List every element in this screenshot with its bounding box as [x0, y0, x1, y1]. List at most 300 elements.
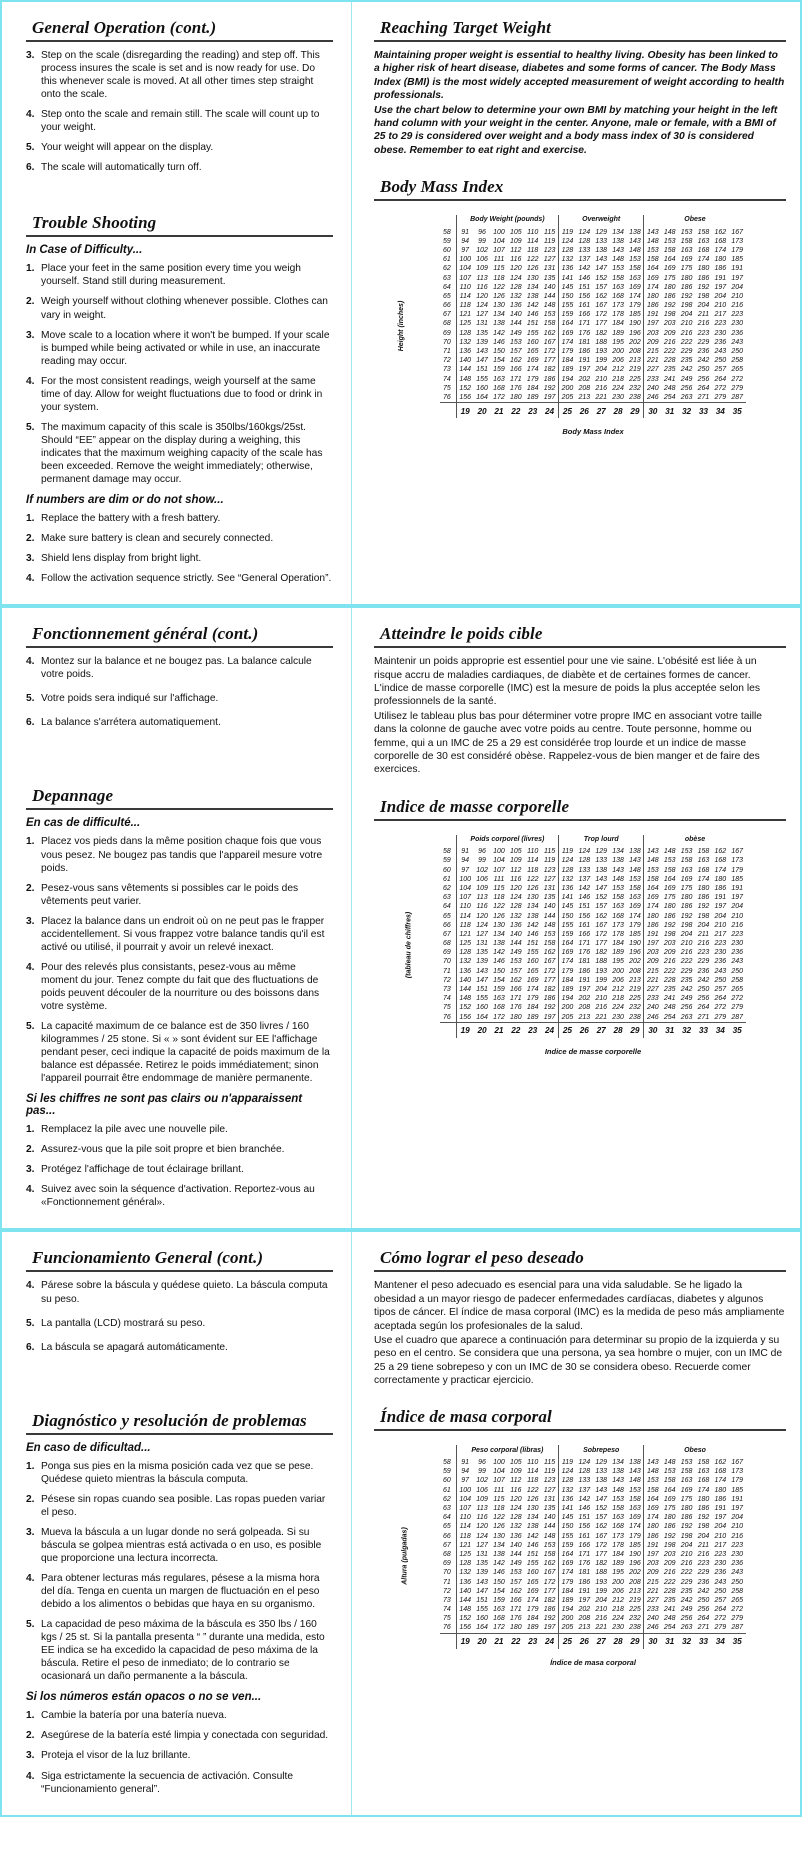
bmi-weight-cell: 180 — [663, 1514, 676, 1522]
bmi-weight-cell: 176 — [509, 384, 522, 392]
bmi-weight-cell: 180 — [714, 1486, 727, 1494]
bmi-height-cell: 58 — [442, 1459, 451, 1467]
bmi-weight-cell: 99 — [478, 1468, 486, 1476]
bmi-weight-cell: 198 — [680, 302, 693, 310]
bmi-weight-cell: 197 — [543, 1013, 556, 1021]
bmi-weight-cell: 136 — [509, 921, 522, 929]
section-heading-general-operation-wrap — [26, 1248, 333, 1272]
bmi-weight-cell: 212 — [612, 1596, 624, 1604]
list-item — [26, 1526, 333, 1565]
subheading-dim-numbers: Si los números están opacos o no se ven... — [26, 1691, 262, 1704]
bmi-weight-cell: 161 — [578, 302, 591, 310]
bmi-weight-cell: 189 — [526, 393, 539, 401]
list-item — [26, 1163, 333, 1176]
bmi-weight-cell: 173 — [612, 1532, 624, 1540]
bmi-weight-cell: 229 — [697, 338, 710, 346]
bmi-caption: Body Mass Index — [562, 427, 624, 437]
bmi-weight-cell: 125 — [456, 319, 473, 328]
bmi-index-cell: 25 — [559, 1022, 576, 1038]
section-heading-troubleshooting-wrap — [26, 1411, 333, 1435]
list-item — [26, 329, 333, 368]
section-heading-general-operation-wrap — [26, 624, 333, 648]
bmi-weight-cell: 115 — [543, 228, 556, 236]
bmi-weight-cell: 118 — [493, 894, 505, 902]
bmi-weight-cell: 236 — [731, 329, 744, 337]
bmi-weight-cell: 123 — [543, 246, 556, 254]
bmi-height-cell: 75 — [442, 1004, 451, 1012]
bmi-weight-cell: 138 — [493, 1550, 505, 1558]
bmi-height-cell: 73 — [442, 1596, 451, 1604]
step-number: 2. — [26, 533, 35, 545]
bmi-weight-cell: 154 — [493, 357, 505, 365]
bmi-weight-cell: 279 — [714, 1624, 727, 1632]
bmi-weight-cell: 169 — [644, 273, 661, 282]
bmi-weight-cell: 211 — [697, 311, 710, 319]
bmi-weight-cell: 186 — [714, 1495, 727, 1503]
bmi-weight-cell: 174 — [697, 256, 710, 264]
bmi-weight-cell: 161 — [578, 1532, 591, 1540]
bmi-weight-cell: 204 — [697, 921, 710, 929]
bmi-weight-cell: 134 — [493, 311, 505, 319]
bmi-weight-cell: 164 — [559, 1550, 576, 1559]
bmi-weight-cell: 204 — [731, 903, 744, 911]
section-heading-target-weight: Reaching Target Weight — [380, 18, 551, 37]
bmi-weight-cell: 153 — [644, 1476, 661, 1485]
bmi-weight-cell: 179 — [731, 866, 744, 874]
table-row — [440, 246, 745, 255]
bmi-height-cell: 72 — [442, 976, 451, 984]
bmi-weight-cell: 125 — [456, 939, 473, 948]
list-item — [26, 49, 333, 101]
bmi-weight-cell: 216 — [663, 338, 676, 346]
bmi-weight-cell: 137 — [578, 256, 591, 264]
bmi-weight-cell: 185 — [629, 1541, 641, 1549]
bmi-weight-cell: 138 — [595, 866, 608, 874]
bmi-height-cell: 74 — [442, 375, 451, 383]
bmi-weight-cell: 242 — [680, 366, 693, 374]
bmi-weight-cell: 143 — [612, 246, 624, 254]
bmi-weight-cell: 155 — [559, 301, 576, 310]
bmi-weight-cell: 235 — [680, 976, 693, 984]
step-text: Your weight will appear on the display. — [41, 142, 214, 154]
heading-rule — [374, 40, 786, 42]
bmi-weight-cell: 174 — [714, 1477, 727, 1485]
step-text: La capacité maximum de ce balance est de 350 livres / 160 kilogrammes / 25 stone. Si « » sont évident sur EE l'affichage pendant peser, ceci indique la capacité de poids maximum de la balance est dépassée. Retirez le poids immédiatement; sinon l'appareil pourrait être endommage de manière permanente. — [41, 1021, 330, 1085]
bmi-weight-cell: 126 — [493, 292, 505, 300]
bmi-weight-cell: 94 — [456, 856, 473, 865]
bmi-weight-cell: 174 — [526, 366, 539, 374]
bmi-weight-cell: 192 — [543, 1004, 556, 1012]
bmi-weight-cell: 153 — [543, 311, 556, 319]
bmi-weight-cell: 111 — [493, 256, 505, 264]
bmi-weight-cell: 116 — [510, 256, 522, 264]
bmi-weight-cell: 287 — [731, 1624, 744, 1632]
bmi-weight-cell: 221 — [644, 976, 661, 985]
bmi-weight-cell: 121 — [456, 930, 473, 939]
bmi-weight-cell: 163 — [493, 995, 505, 1003]
bmi-weight-cell: 265 — [731, 986, 744, 994]
bmi-weight-cell: 160 — [526, 338, 539, 346]
bmi-weight-cell: 205 — [559, 1013, 576, 1023]
bmi-weight-cell: 105 — [509, 848, 522, 856]
list-item — [26, 1020, 333, 1085]
bmi-weight-cell: 208 — [629, 967, 641, 975]
bmi-weight-cell: 148 — [543, 921, 556, 929]
bmi-weight-cell: 173 — [731, 1468, 744, 1476]
bmi-weight-cell: 205 — [559, 1623, 576, 1633]
bmi-weight-cell: 202 — [629, 1569, 641, 1577]
bmi-weight-cell: 106 — [476, 256, 488, 264]
bmi-weight-cell: 192 — [680, 912, 693, 920]
bmi-index-cell: 29 — [630, 1025, 640, 1036]
bmi-weight-cell: 202 — [578, 995, 591, 1003]
bmi-weight-cell: 216 — [697, 940, 710, 948]
list-item — [26, 532, 333, 545]
bmi-weight-cell: 155 — [476, 995, 488, 1003]
bmi-weight-cell: 279 — [731, 384, 744, 392]
bmi-weight-cell: 124 — [509, 1505, 522, 1513]
bmi-weight-cell: 232 — [629, 1004, 641, 1012]
bmi-weight-cell: 134 — [493, 1541, 505, 1549]
bmi-weight-cell: 168 — [697, 1477, 710, 1485]
bmi-weight-cell: 192 — [680, 292, 693, 300]
bmi-weight-cell: 153 — [629, 256, 641, 264]
table-row — [440, 237, 745, 246]
bmi-weight-cell: 134 — [612, 1459, 624, 1467]
table-row — [440, 1614, 745, 1623]
bmi-weight-cell: 138 — [629, 1459, 641, 1467]
bmi-weight-cell: 206 — [612, 357, 624, 365]
table-row — [440, 856, 745, 865]
bmi-weight-cell: 192 — [543, 1615, 556, 1623]
bmi-index-cell: 35 — [732, 405, 742, 416]
bmi-weight-cell: 257 — [714, 366, 727, 374]
bmi-weight-cell: 122 — [493, 283, 505, 291]
bmi-weight-cell: 256 — [680, 1004, 693, 1012]
bmi-weight-cell: 175 — [663, 894, 676, 902]
bmi-weight-cell: 221 — [595, 1013, 608, 1021]
bmi-weight-cell: 148 — [612, 256, 624, 264]
step-text: Shield lens display from bright light. — [41, 553, 202, 565]
bmi-weight-cell: 158 — [612, 894, 624, 902]
step-list — [26, 49, 333, 174]
subheading-dim-numbers: Si les chiffres ne sont pas clairs ou n'apparaissent pas... — [26, 1093, 303, 1118]
bmi-weight-cell: 151 — [526, 320, 539, 328]
bmi-weight-cell: 197 — [644, 319, 661, 328]
bmi-height-cell: 62 — [442, 265, 451, 273]
bmi-weight-cell: 227 — [644, 985, 661, 994]
bmi-height-cell: 63 — [442, 894, 451, 902]
bmi-weight-cell: 162 — [543, 949, 556, 957]
subheading-dim-numbers: If numbers are dim or do not show... — [26, 494, 224, 507]
table-row — [440, 365, 745, 374]
bmi-weight-cell: 180 — [644, 292, 661, 301]
bmi-height-cell: 61 — [442, 256, 451, 264]
bmi-weight-cell: 158 — [680, 1468, 693, 1476]
bmi-index-cell: 20 — [477, 405, 487, 416]
heading-rule — [26, 1270, 333, 1272]
bmi-height-cell: 62 — [442, 884, 451, 892]
bmi-weight-cell: 194 — [559, 994, 576, 1003]
bmi-weight-cell: 182 — [595, 1560, 608, 1568]
bmi-weight-cell: 180 — [644, 1522, 661, 1531]
bmi-weight-cell: 250 — [714, 1587, 727, 1595]
bmi-weight-cell: 186 — [644, 1531, 661, 1540]
bmi-weight-cell: 184 — [612, 1550, 624, 1558]
bmi-weight-cell: 120 — [476, 292, 488, 300]
bmi-index-cell: 27 — [596, 1636, 606, 1647]
bmi-weight-cell: 148 — [644, 1467, 661, 1476]
bmi-height-cell: 73 — [442, 366, 451, 374]
bmi-weight-cell: 135 — [543, 1505, 556, 1513]
bmi-weight-cell: 143 — [476, 348, 488, 356]
bmi-weight-cell: 191 — [714, 1505, 727, 1513]
bmi-weight-cell: 122 — [493, 903, 505, 911]
bmi-weight-cell: 138 — [595, 246, 608, 254]
table-row — [440, 1568, 745, 1577]
bmi-weight-cell: 279 — [714, 393, 727, 401]
bmi-weight-cell: 129 — [595, 1459, 608, 1467]
table-row — [440, 347, 745, 356]
step-number: 2. — [26, 1730, 35, 1742]
bmi-weight-cell: 180 — [680, 1505, 693, 1513]
list-item — [26, 295, 333, 321]
bmi-height-cell: 60 — [442, 1477, 451, 1485]
bmi-weight-cell: 164 — [476, 393, 488, 401]
bmi-height-cell: 67 — [442, 311, 451, 319]
bmi-weight-cell: 222 — [663, 1578, 676, 1586]
bmi-weight-cell: 169 — [644, 893, 661, 902]
bmi-weight-cell: 155 — [559, 1531, 576, 1540]
bmi-weight-cell: 272 — [714, 1004, 727, 1012]
bmi-weight-cell: 137 — [578, 1486, 591, 1494]
bmi-weight-cell: 272 — [731, 995, 744, 1003]
bmi-weight-cell: 144 — [456, 1596, 473, 1605]
bmi-group-header-row — [440, 215, 745, 226]
bmi-weight-cell: 96 — [478, 1459, 486, 1467]
bmi-weight-cell: 229 — [680, 1578, 693, 1586]
bmi-weight-cell: 216 — [731, 921, 744, 929]
bmi-height-cell: 69 — [442, 329, 451, 337]
bmi-weight-cell: 180 — [680, 274, 693, 282]
bmi-weight-cell: 190 — [629, 320, 641, 328]
list-item — [26, 141, 333, 154]
bmi-index-cell: 27 — [596, 1025, 606, 1036]
bmi-weight-cell: 235 — [663, 366, 676, 374]
bmi-weight-cell: 169 — [644, 1504, 661, 1513]
bmi-weight-cell: 186 — [663, 292, 676, 300]
bmi-weight-cell: 167 — [595, 921, 608, 929]
bmi-weight-cell: 186 — [578, 348, 591, 356]
bmi-weight-cell: 172 — [595, 311, 608, 319]
list-item — [26, 1572, 333, 1611]
bmi-weight-cell: 131 — [476, 940, 488, 948]
bmi-weight-cell: 243 — [714, 967, 727, 975]
bmi-weight-cell: 102 — [476, 1477, 488, 1485]
bmi-weight-cell: 124 — [476, 302, 488, 310]
bmi-height-cell: 74 — [442, 1606, 451, 1614]
bmi-weight-cell: 179 — [526, 375, 539, 383]
bmi-weight-cell: 138 — [526, 1523, 539, 1531]
bmi-weight-cell: 151 — [476, 366, 488, 374]
bmi-weight-cell: 104 — [456, 884, 473, 893]
heading-rule — [26, 40, 333, 42]
bmi-weight-cell: 169 — [559, 948, 576, 957]
bmi-weight-cell: 223 — [714, 1550, 727, 1558]
bmi-weight-cell: 110 — [456, 283, 473, 292]
bmi-weight-cell: 216 — [595, 384, 608, 392]
bmi-weight-cell: 157 — [509, 348, 522, 356]
bmi-weight-cell: 167 — [595, 302, 608, 310]
bmi-weight-cell: 177 — [595, 1550, 608, 1558]
bmi-weight-cell: 193 — [595, 967, 608, 975]
bmi-weight-cell: 164 — [644, 264, 661, 273]
bmi-weight-cell: 118 — [527, 866, 539, 874]
bmi-weight-cell: 163 — [680, 866, 693, 874]
bmi-weight-cell: 204 — [680, 311, 693, 319]
bmi-weight-cell: 204 — [731, 1514, 744, 1522]
bmi-weight-cell: 122 — [526, 875, 539, 883]
bmi-weight-cell: 153 — [543, 1541, 556, 1549]
step-list — [26, 512, 333, 585]
bmi-weight-cell: 133 — [595, 237, 608, 245]
bmi-weight-cell: 186 — [663, 912, 676, 920]
bmi-weight-cell: 126 — [526, 884, 539, 892]
bmi-weight-cell: 128 — [578, 857, 591, 865]
bmi-weight-cell: 227 — [644, 1596, 661, 1605]
step-text: Replace the battery with a fresh battery. — [41, 513, 221, 525]
bmi-weight-cell: 161 — [578, 921, 591, 929]
bmi-weight-cell: 172 — [595, 1541, 608, 1549]
bmi-weight-cell: 148 — [663, 1459, 676, 1467]
bmi-weight-cell: 233 — [644, 375, 661, 384]
bmi-weight-cell: 272 — [731, 375, 744, 383]
section-heading-troubleshooting: Depannage — [32, 786, 114, 806]
list-item — [26, 1123, 333, 1136]
bmi-weight-cell: 146 — [493, 338, 505, 346]
bmi-weight-cell: 143 — [644, 226, 661, 237]
bmi-weight-cell: 156 — [578, 1523, 591, 1531]
table-row — [440, 875, 745, 884]
bmi-weight-cell: 153 — [543, 930, 556, 938]
bmi-weight-cell: 113 — [476, 894, 488, 902]
step-number: 4. — [26, 656, 35, 668]
bmi-weight-cell: 143 — [612, 1477, 624, 1485]
table-row — [440, 264, 745, 273]
bmi-weight-cell: 210 — [595, 1606, 608, 1614]
bmi-weight-cell: 164 — [476, 1013, 488, 1021]
bmi-weight-cell: 158 — [663, 1477, 676, 1485]
list-item — [26, 835, 333, 874]
bmi-weight-cell: 172 — [595, 930, 608, 938]
bmi-weight-cell: 186 — [680, 903, 693, 911]
bmi-weight-cell: 134 — [526, 1514, 539, 1522]
bmi-weight-cell: 230 — [714, 329, 727, 337]
bmi-weight-cell: 158 — [644, 875, 661, 884]
bmi-weight-cell: 241 — [663, 995, 676, 1003]
bmi-weight-cell: 164 — [644, 884, 661, 893]
bmi-weight-cell: 150 — [493, 348, 505, 356]
bmi-weight-cell: 140 — [509, 930, 522, 938]
bmi-weight-cell: 100 — [456, 875, 473, 884]
bmi-index-cell: 24 — [544, 1025, 555, 1036]
bmi-weight-cell: 192 — [663, 1532, 676, 1540]
step-text: Follow the activation sequence strictly. See “General Operation”. — [41, 573, 332, 585]
bmi-weight-cell: 110 — [527, 1459, 539, 1467]
bmi-index-cell: 33 — [698, 405, 709, 416]
bmi-weight-cell: 125 — [456, 1550, 473, 1559]
bmi-weight-cell: 151 — [578, 283, 591, 291]
bmi-caption: Indice de masse corporelle — [544, 1046, 642, 1056]
bmi-weight-cell: 149 — [509, 949, 522, 957]
bmi-weight-cell: 144 — [543, 1523, 556, 1531]
bmi-weight-cell: 135 — [476, 329, 488, 337]
bmi-weight-cell: 130 — [493, 1532, 505, 1540]
bmi-weight-cell: 142 — [493, 329, 505, 337]
bmi-weight-cell: 271 — [697, 1624, 710, 1632]
bmi-weight-cell: 104 — [456, 264, 473, 273]
bmi-weight-cell: 236 — [714, 958, 727, 966]
bmi-weight-cell: 205 — [559, 393, 576, 403]
bmi-weight-cell: 133 — [578, 1477, 591, 1485]
bmi-weight-cell: 163 — [697, 237, 710, 245]
bmi-weight-cell: 188 — [595, 338, 608, 346]
bmi-table — [440, 835, 745, 1038]
spacer — [374, 777, 786, 791]
step-number: 3. — [26, 1526, 35, 1538]
bmi-weight-cell: 196 — [629, 1560, 641, 1568]
bmi-weight-cell: 133 — [595, 857, 608, 865]
bmi-weight-cell: 197 — [543, 393, 556, 401]
bmi-weight-cell: 186 — [714, 884, 727, 892]
bmi-height-cell: 69 — [442, 949, 451, 957]
bmi-weight-cell: 204 — [714, 292, 727, 300]
section-heading-target-weight-wrap — [374, 1248, 786, 1272]
bmi-weight-cell: 128 — [509, 283, 522, 291]
bmi-weight-cell: 223 — [731, 311, 744, 319]
table-row — [440, 1013, 745, 1023]
bmi-weight-cell: 134 — [612, 228, 624, 236]
bmi-weight-cell: 140 — [543, 283, 556, 291]
bmi-weight-cell: 169 — [663, 884, 676, 892]
bmi-weight-cell: 158 — [697, 1459, 710, 1467]
step-number: 2. — [26, 882, 35, 894]
bmi-weight-cell: 148 — [644, 237, 661, 246]
bmi-weight-cell: 168 — [697, 246, 710, 254]
step-text: Proteja el visor de la luz brillante. — [41, 1750, 191, 1762]
bmi-weight-cell: 197 — [731, 274, 744, 282]
bmi-weight-cell: 111 — [493, 875, 505, 883]
bmi-index-cell: 24 — [544, 1636, 555, 1647]
bmi-height-cell: 70 — [442, 1569, 451, 1577]
bmi-weight-cell: 186 — [714, 265, 727, 273]
bmi-index-cell: 29 — [630, 405, 640, 416]
heading-rule — [374, 1270, 786, 1272]
bmi-weight-cell: 133 — [595, 1468, 608, 1476]
bmi-weight-cell: 160 — [526, 1569, 539, 1577]
step-text: Placez la balance dans un endroit où on ne peut pas le frapper accidentellement. Si vous frappez votre balance tandis qu'il est activé ou utilisé, il pourrait y avoir un relevé inexact. — [41, 915, 325, 953]
bmi-weight-cell: 124 — [578, 848, 591, 856]
bmi-weight-cell: 130 — [493, 302, 505, 310]
list-item — [26, 915, 333, 954]
bmi-weight-cell: 145 — [559, 283, 576, 292]
subheading-difficulty: In Case of Difficulty... — [26, 244, 143, 257]
bmi-table — [440, 1445, 745, 1648]
table-row — [440, 356, 745, 365]
bmi-weight-cell: 181 — [578, 338, 591, 346]
step-list — [26, 1709, 333, 1795]
bmi-weight-cell: 203 — [663, 1550, 676, 1558]
